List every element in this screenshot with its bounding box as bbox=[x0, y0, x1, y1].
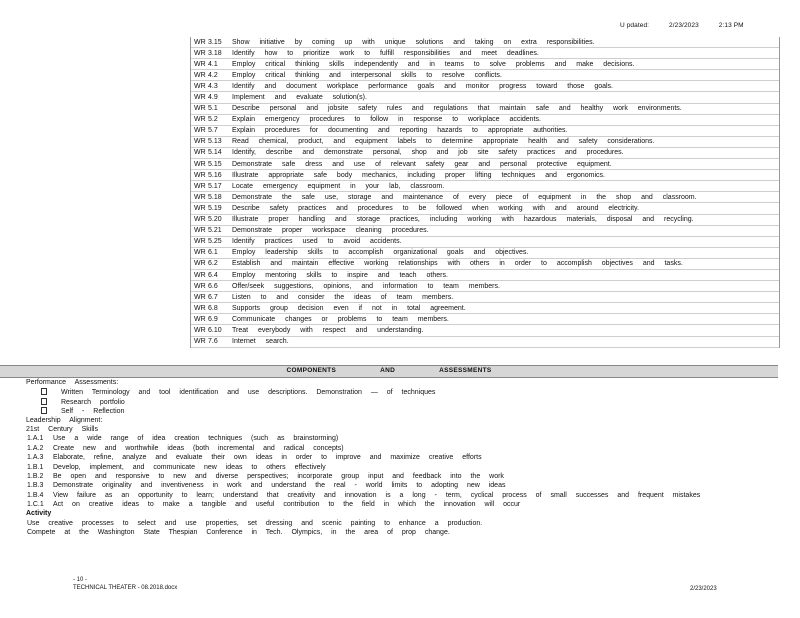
wr-text: Implement and evaluate solution(s). bbox=[232, 94, 367, 102]
wr-number: 5.2 bbox=[208, 116, 218, 124]
wr-text: Supports group decision even if not in total agreement. bbox=[232, 304, 466, 312]
wr-text: Describe personal and jobsite safety rules and regulations that maintain safe and healthy work environments. bbox=[232, 105, 682, 113]
wr-code: WR bbox=[194, 171, 206, 179]
wr-number: 4.2 bbox=[208, 71, 218, 79]
table-row bbox=[191, 170, 779, 181]
assessment-item-text: Written Terminology and tool identification and use descriptions. Demonstration — of techniques bbox=[61, 389, 436, 397]
skill-number: 1.B.2 bbox=[27, 472, 44, 480]
wr-text: Employ critical thinking skills independently and in teams to solve problems and make decisions. bbox=[232, 60, 635, 68]
assessment-item bbox=[27, 398, 767, 407]
table-row bbox=[191, 181, 779, 192]
wr-code: WR bbox=[194, 105, 206, 113]
skill-number: 1.B.1 bbox=[27, 463, 44, 471]
wr-text: Internet search. bbox=[232, 338, 289, 346]
wr-text: Illustrate proper handling and storage practices, including working with hazardous materials, disposal and recycling. bbox=[232, 216, 694, 224]
wr-text: Employ critical thinking and interpersonal skills to resolve conflicts. bbox=[232, 71, 502, 79]
wr-code: WR bbox=[194, 204, 206, 212]
skill-item bbox=[27, 435, 767, 444]
wr-text: Locate emergency equipment in your lab, classroom. bbox=[232, 182, 445, 190]
wr-number: 5.17 bbox=[208, 182, 222, 190]
table-row bbox=[191, 192, 779, 203]
wr-number: 6.8 bbox=[208, 304, 218, 312]
assessment-section bbox=[27, 379, 767, 539]
wr-code: WR bbox=[194, 238, 206, 246]
skill-text: View failure as an opportunity to learn; understand that creativity and innovation is a long - term, cyclical process of small successes and frequent mistakes bbox=[53, 491, 701, 499]
wr-text: Demonstrate proper workspace cleaning procedures. bbox=[232, 227, 429, 235]
wr-text: Demonstrate safe dress and use of relevant safety gear and personal protective equipment. bbox=[232, 160, 612, 168]
updated-label: U pdated: bbox=[620, 22, 650, 29]
checkbox-bullet-icon bbox=[41, 398, 47, 405]
activity-line: Use creative processes to select and use properties, set dressing and scenic painting to enhance a production. bbox=[27, 519, 483, 527]
wr-text: Read chemical, product, and equipment labels to determine appropriate health and safety considerations. bbox=[232, 138, 655, 146]
wr-text: Explain emergency procedures to follow in response to workplace accidents. bbox=[232, 116, 541, 124]
table-row bbox=[191, 325, 779, 336]
wr-number: 4.3 bbox=[208, 82, 218, 90]
wr-number: 5.16 bbox=[208, 171, 222, 179]
skill-number: 1.B.3 bbox=[27, 482, 44, 490]
wr-text: Identify practices used to avoid accidents. bbox=[232, 238, 402, 246]
wr-number: 4.1 bbox=[208, 60, 218, 68]
wr-code: WR bbox=[194, 71, 206, 79]
wr-code: WR bbox=[194, 127, 206, 135]
table-row bbox=[191, 137, 779, 148]
components-assessments-header bbox=[0, 365, 778, 378]
wr-code: WR bbox=[194, 49, 206, 57]
wr-code: WR bbox=[194, 38, 206, 46]
wr-code: WR bbox=[194, 293, 206, 301]
wr-code: WR bbox=[194, 260, 206, 268]
assessment-item-text: Research portfolio bbox=[61, 398, 125, 406]
wr-number: 3.18 bbox=[208, 49, 222, 57]
checkbox-bullet-icon bbox=[41, 407, 47, 414]
wr-number: 6.2 bbox=[208, 260, 218, 268]
wr-number: 6.4 bbox=[208, 271, 218, 279]
table-row bbox=[191, 203, 779, 214]
skill-item bbox=[27, 492, 767, 501]
skill-text: Be open and responsive to new and diverse perspectives; incorporate group input and feedback into the work bbox=[53, 472, 504, 480]
and-word: AND bbox=[380, 367, 396, 375]
skill-number: 1.C.1 bbox=[27, 501, 44, 509]
wr-number: 6.9 bbox=[208, 315, 218, 323]
table-row bbox=[191, 281, 779, 292]
assessments-word: ASSESSMENTS bbox=[439, 367, 492, 375]
footer-date: 2/23/2023 bbox=[690, 586, 717, 592]
wr-number: 6.7 bbox=[208, 293, 218, 301]
performance-assessments-label: Performance Assessments: bbox=[26, 379, 119, 386]
document-name: TECHNICAL THEATER - 08.2018.docx bbox=[73, 585, 178, 591]
wr-number: 5.25 bbox=[208, 238, 222, 246]
skill-text: Act on creative ideas to make a tangible and useful contribution to the field in which the innovation will occur bbox=[53, 501, 521, 509]
wr-code: WR bbox=[194, 227, 206, 235]
wr-code: WR bbox=[194, 271, 206, 279]
skill-text: Develop, implement, and communicate new ideas to others effectively bbox=[53, 463, 326, 471]
table-row bbox=[191, 59, 779, 70]
page-number: - 10 - bbox=[73, 577, 88, 583]
skill-number: 1.B.4 bbox=[27, 491, 44, 499]
wr-text: Listen to and consider the ideas of team members. bbox=[232, 293, 454, 301]
wr-code: WR bbox=[194, 326, 206, 334]
wr-text: Employ leadership skills to accomplish organizational goals and objectives. bbox=[232, 249, 529, 257]
wr-text: Identify and document workplace performance goals and monitor progress toward those goals. bbox=[232, 82, 613, 90]
table-row bbox=[191, 215, 779, 226]
wr-text: Illustrate appropriate safe body mechanics, including proper lifting techniques and ergonomics. bbox=[232, 171, 606, 179]
wr-number: 7.6 bbox=[208, 338, 218, 346]
table-row bbox=[191, 259, 779, 270]
wr-text: Describe safety practices and procedures to be followed when working with and around electricity. bbox=[232, 204, 639, 212]
skill-text: Elaborate, refine, analyze and evaluate their own ideas in order to improve and maximize creative efforts bbox=[53, 454, 482, 462]
leadership-alignment-label: Leadership Alignment: bbox=[26, 416, 103, 424]
assessment-item bbox=[27, 407, 767, 416]
skills-label: 21st Century Skills bbox=[26, 425, 98, 433]
skill-number: 1.A.3 bbox=[27, 454, 44, 462]
table-row bbox=[191, 303, 779, 314]
table-row bbox=[191, 337, 779, 348]
skill-text: Demonstrate originality and inventiveness in work and understand the real - world limits to adopting new ideas bbox=[53, 482, 506, 490]
skill-item bbox=[27, 482, 767, 491]
wr-code: WR bbox=[194, 116, 206, 124]
wr-text: Demonstrate the safe use, storage and maintenance of every piece of equipment in the shop and classroom. bbox=[232, 193, 697, 201]
workplace-readiness-table bbox=[190, 37, 780, 348]
activity-line: Compete at the Washington State Thespian Conference in Tech. Olympics, in the area of prop change. bbox=[27, 529, 450, 537]
skill-item bbox=[27, 454, 767, 463]
wr-code: WR bbox=[194, 60, 206, 68]
wr-text: Identify, describe and demonstrate personal, shop and job site safety practices and procedures. bbox=[232, 149, 624, 157]
wr-text: Show initiative by coming up with unique solutions and taking on extra responsibilities. bbox=[232, 38, 595, 46]
skill-item bbox=[27, 501, 767, 510]
wr-number: 6.10 bbox=[208, 326, 222, 334]
wr-number: 5.13 bbox=[208, 138, 222, 146]
table-row bbox=[191, 126, 779, 137]
wr-number: 6.1 bbox=[208, 249, 218, 257]
activity-label: Activity bbox=[26, 510, 52, 518]
skill-item bbox=[27, 473, 767, 482]
wr-number: 3.15 bbox=[208, 38, 222, 46]
wr-number: 5.15 bbox=[208, 160, 222, 168]
wr-text: Identify how to prioritize work to fulfill responsibilities and meet deadlines. bbox=[232, 49, 539, 57]
table-row bbox=[191, 292, 779, 303]
wr-code: WR bbox=[194, 315, 206, 323]
wr-number: 5.14 bbox=[208, 149, 222, 157]
wr-number: 5.18 bbox=[208, 193, 222, 201]
updated-time: 2:13 PM bbox=[718, 22, 744, 29]
table-row bbox=[191, 48, 779, 59]
table-row bbox=[191, 159, 779, 170]
page-footer bbox=[73, 577, 177, 593]
table-row bbox=[191, 92, 779, 103]
assessment-item-text: Self - Reflection bbox=[61, 408, 125, 416]
wr-code: WR bbox=[194, 82, 206, 90]
table-row bbox=[191, 70, 779, 81]
updated-stamp bbox=[620, 23, 762, 30]
wr-code: WR bbox=[194, 94, 206, 102]
wr-number: 5.1 bbox=[208, 105, 218, 113]
wr-text: Communicate changes or problems to team members. bbox=[232, 315, 449, 323]
wr-code: WR bbox=[194, 216, 206, 224]
table-row bbox=[191, 115, 779, 126]
wr-code: WR bbox=[194, 304, 206, 312]
table-row bbox=[191, 270, 779, 281]
wr-code: WR bbox=[194, 193, 206, 201]
wr-number: 5.7 bbox=[208, 127, 218, 135]
skill-item bbox=[27, 445, 767, 454]
updated-date: 2/23/2023 bbox=[669, 22, 699, 29]
wr-text: Establish and maintain effective working relationships with others in order to accomplish objectives and tasks. bbox=[232, 260, 683, 268]
wr-code: WR bbox=[194, 338, 206, 346]
wr-number: 6.6 bbox=[208, 282, 218, 290]
skill-text: Use a wide range of idea creation techniques (such as brainstorming) bbox=[53, 435, 339, 443]
wr-text: Explain procedures for documenting and reporting hazards to appropriate authorities. bbox=[232, 127, 568, 135]
wr-code: WR bbox=[194, 160, 206, 168]
wr-text: Employ mentoring skills to inspire and teach others. bbox=[232, 271, 448, 279]
wr-code: WR bbox=[194, 182, 206, 190]
wr-number: 4.9 bbox=[208, 94, 218, 102]
components-word: COMPONENTS bbox=[286, 367, 337, 375]
skill-number: 1.A.1 bbox=[27, 435, 44, 443]
checkbox-bullet-icon bbox=[41, 388, 47, 395]
table-row bbox=[191, 37, 779, 48]
skill-item bbox=[27, 464, 767, 473]
wr-text: Offer/seek suggestions, opinions, and information to team members. bbox=[232, 282, 500, 290]
wr-code: WR bbox=[194, 149, 206, 157]
skill-number: 1.A.2 bbox=[27, 444, 44, 452]
table-row bbox=[191, 148, 779, 159]
table-row bbox=[191, 237, 779, 248]
table-row bbox=[191, 248, 779, 259]
table-row bbox=[191, 226, 779, 237]
wr-text: Treat everybody with respect and understanding. bbox=[232, 326, 424, 334]
wr-code: WR bbox=[194, 138, 206, 146]
skill-text: Create new and worthwhile ideas (both incremental and radical concepts) bbox=[53, 444, 344, 452]
wr-code: WR bbox=[194, 249, 206, 257]
wr-number: 5.21 bbox=[208, 227, 222, 235]
table-row bbox=[191, 81, 779, 92]
table-row bbox=[191, 314, 779, 325]
wr-number: 5.19 bbox=[208, 204, 222, 212]
assessment-item bbox=[27, 388, 767, 397]
table-row bbox=[191, 104, 779, 115]
wr-code: WR bbox=[194, 282, 206, 290]
wr-number: 5.20 bbox=[208, 216, 222, 224]
